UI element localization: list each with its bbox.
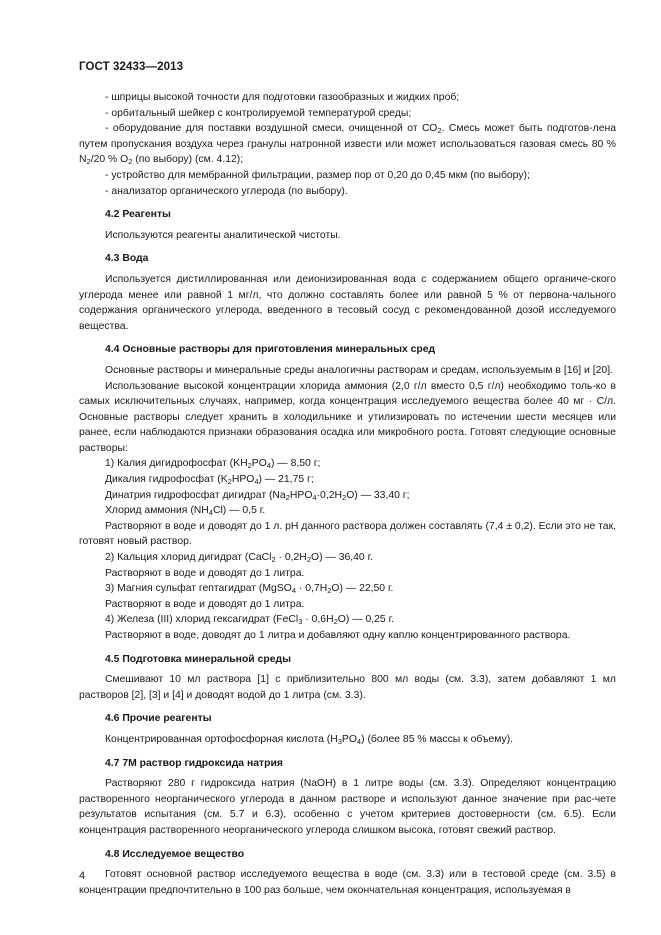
section-heading-4-2: 4.2 Реагенты: [105, 209, 171, 221]
text-run: ) (более 85 % массы к объему).: [361, 733, 514, 745]
paragraph: Растворяют в воде и доводят до 1 литра.: [105, 567, 305, 579]
paragraph: Смешивают 10 мл раствора [1] с приблизительно 800 мл воды (см. 3.3), затем добавляют 1 мл растворов [2], [3] и [4] и доводят водой до 1 литра (см. 3.3).: [79, 674, 616, 701]
subscript: 2: [285, 492, 290, 502]
text-run: O) — 33,40 г;: [346, 489, 410, 501]
subscript: 4: [312, 492, 317, 502]
paragraph: Растворяют в воде, доводят до 1 литра и добавляют одну каплю концентрированного раствора.: [105, 630, 571, 641]
text-run: 1) Калия дигидрофосфат (KH: [105, 458, 248, 470]
text-run: Динатрия гидрофосфат дигидрат (Na: [105, 489, 286, 501]
list-item: - шприцы высокой точности для подготовки газообразных и жидких проб;: [105, 92, 460, 103]
subscript: 2: [333, 617, 338, 627]
reagent-line: [79, 550, 616, 566]
reagent-line: [79, 503, 616, 519]
document-body: [79, 90, 616, 898]
text-run: 2) Кальция хлорид дигидрат (CaCl: [105, 552, 272, 564]
page-number: 4: [79, 870, 86, 882]
subscript: 4: [291, 586, 297, 596]
text-run: Cl) — 0,5 г.: [212, 505, 266, 517]
paragraph: Использование высокой концентрации хлорида аммония (2,0 г/л вместо 0,5 г/л) необходимо толь-ко в самых исключительных случаях, например, когда концентрация исследуемого вещества более 40 мг · С/л. Основные растворы следует хранить в холодильнике и утилизировать по истечении шести месяцев или ранее, если наблюдаются признаки образования осадка или микробного роста. Готовят следующие основные растворы:: [79, 380, 616, 454]
subscript: 4: [356, 736, 362, 746]
subscript: 2: [271, 555, 276, 565]
text-run: HPO: [231, 474, 255, 486]
document-header: ГОСТ 32433—2013: [79, 61, 184, 73]
reagent-line: [79, 612, 616, 628]
subscript: 2: [437, 126, 442, 136]
text-run: · 0,6H: [302, 614, 334, 626]
subscript: 4: [254, 477, 259, 487]
text-run: PO: [251, 458, 267, 470]
section-heading-4-8: 4.8 Исследуемое вещество: [105, 848, 245, 860]
subscript: 2: [128, 157, 133, 167]
section-heading-4-7: 4.7 7М раствор гидроксида натрия: [105, 757, 283, 769]
text-run: · 0,7H: [296, 583, 328, 595]
subscript: 2: [342, 492, 347, 502]
section-heading-4-6: 4.6 Прочие реагенты: [105, 713, 212, 725]
text-run: ·0,2H: [316, 489, 343, 501]
reagent-line: [79, 581, 616, 597]
subscript: 2: [86, 157, 91, 167]
text-run: 4) Железа (III) хлорид гексагидрат (FeCl: [105, 614, 299, 626]
reagent-line: [79, 456, 616, 472]
paragraph: Используется дистиллированная или деионизированная вода с содержанием общего органиче-ского углерода менее или равной 1 мг/л, что должно составлять более или равной 5 % от первона-чального содержания органического углерода, введенного в тесовый сосуд с рекомендованной дозой исследуемого вещества.: [79, 273, 616, 332]
list-item: - устройство для мембранной фильтрации, размер пор от 0,20 до 0,45 мкм (по выбору);: [105, 169, 530, 181]
paragraph: Растворяют в воде и доводят до 1 л. рН данного раствора должен составлять (7,4 ± 0,2). Если это не так, готовят новый раствор.: [79, 520, 617, 548]
reagent-line: [79, 488, 616, 504]
text-run: O) — 0,25 г.: [337, 614, 394, 626]
text-run: (по выбору) (см. 4.12);: [132, 154, 244, 166]
paragraph: Используются реагенты аналитической чистоты.: [105, 229, 341, 241]
text-run: Хлорид аммония (NH: [105, 505, 209, 517]
text-run: . Смесь может быть подготов-лена путем пропускания воздуха через гранулы натронной извести или может использоваться газовая смесь 80 % N: [79, 123, 617, 166]
text-run: ) — 8,50 г;: [270, 458, 321, 470]
text-run: ) — 21,75 г;: [258, 474, 314, 486]
paragraph: Готовят основной раствор исследуемого вещества в воде (см. 3.3) или в тестовой среде (см. 3.5) в концентрации предпочтительно в 100 раз больше, чем окончательная концентрация, используемая в: [79, 869, 616, 896]
subscript: 2: [327, 586, 332, 596]
paragraph: Основные растворы и минеральные среды аналогичны растворам и средам, используемым в [16] и [20].: [105, 364, 613, 376]
list-item: - анализатор органического углерода (по выбору).: [105, 185, 348, 197]
subscript: 4: [208, 508, 213, 518]
text-run: O) — 36,40 г.: [310, 552, 373, 564]
paragraph: [79, 732, 616, 748]
text-run: Дикалия гидрофосфат (K: [105, 474, 228, 486]
paragraph: Растворяют в воде и доводят до 1 литра.: [105, 598, 305, 610]
list-item: - орбитальный шейкер с контролируемой температурой среды;: [105, 107, 412, 119]
text-run: - оборудование для поставки воздушной смеси, очищенной от СО: [105, 123, 438, 135]
text-run: Концентрированная ортофосфорная кислота (H: [105, 733, 338, 745]
list-item: [79, 121, 616, 168]
reagent-line: [79, 472, 616, 488]
section-heading-4-4: 4.4 Основные растворы для приготовления минеральных сред: [105, 344, 436, 356]
subscript: 3: [337, 736, 342, 746]
section-heading-4-5: 4.5 Подготовка минеральной среды: [105, 653, 291, 665]
text-run: O) — 22,50 г.: [331, 583, 394, 595]
text-run: HPO: [289, 489, 313, 501]
text-run: PO: [341, 733, 357, 745]
subscript: 2: [247, 461, 252, 471]
subscript: 3: [298, 617, 303, 627]
section-heading-4-3: 4.3 Вода: [105, 253, 149, 265]
text-run: 3) Магния сульфат гептагидрат (MgSO: [105, 583, 292, 595]
subscript: 4: [266, 461, 271, 471]
text-run: /20 % O: [90, 154, 129, 166]
paragraph: Растворяют 280 г гидроксида натрия (NaOH) в 1 литре воды (см. 3.3). Определяют концентрацию растворенного неорганического углерода в данном растворе и используют данное значение при рас-чете результатов испытания (см. 5.7 и 6.3), особенно с учетом критериев достоверности (см. 6.5). Если концентрация растворенного неорганического углерода слишком высока, готовят свежий раствор.: [79, 778, 616, 836]
subscript: 2: [306, 555, 311, 565]
text-run: · 0,2H: [275, 552, 307, 564]
subscript: 2: [227, 477, 232, 487]
